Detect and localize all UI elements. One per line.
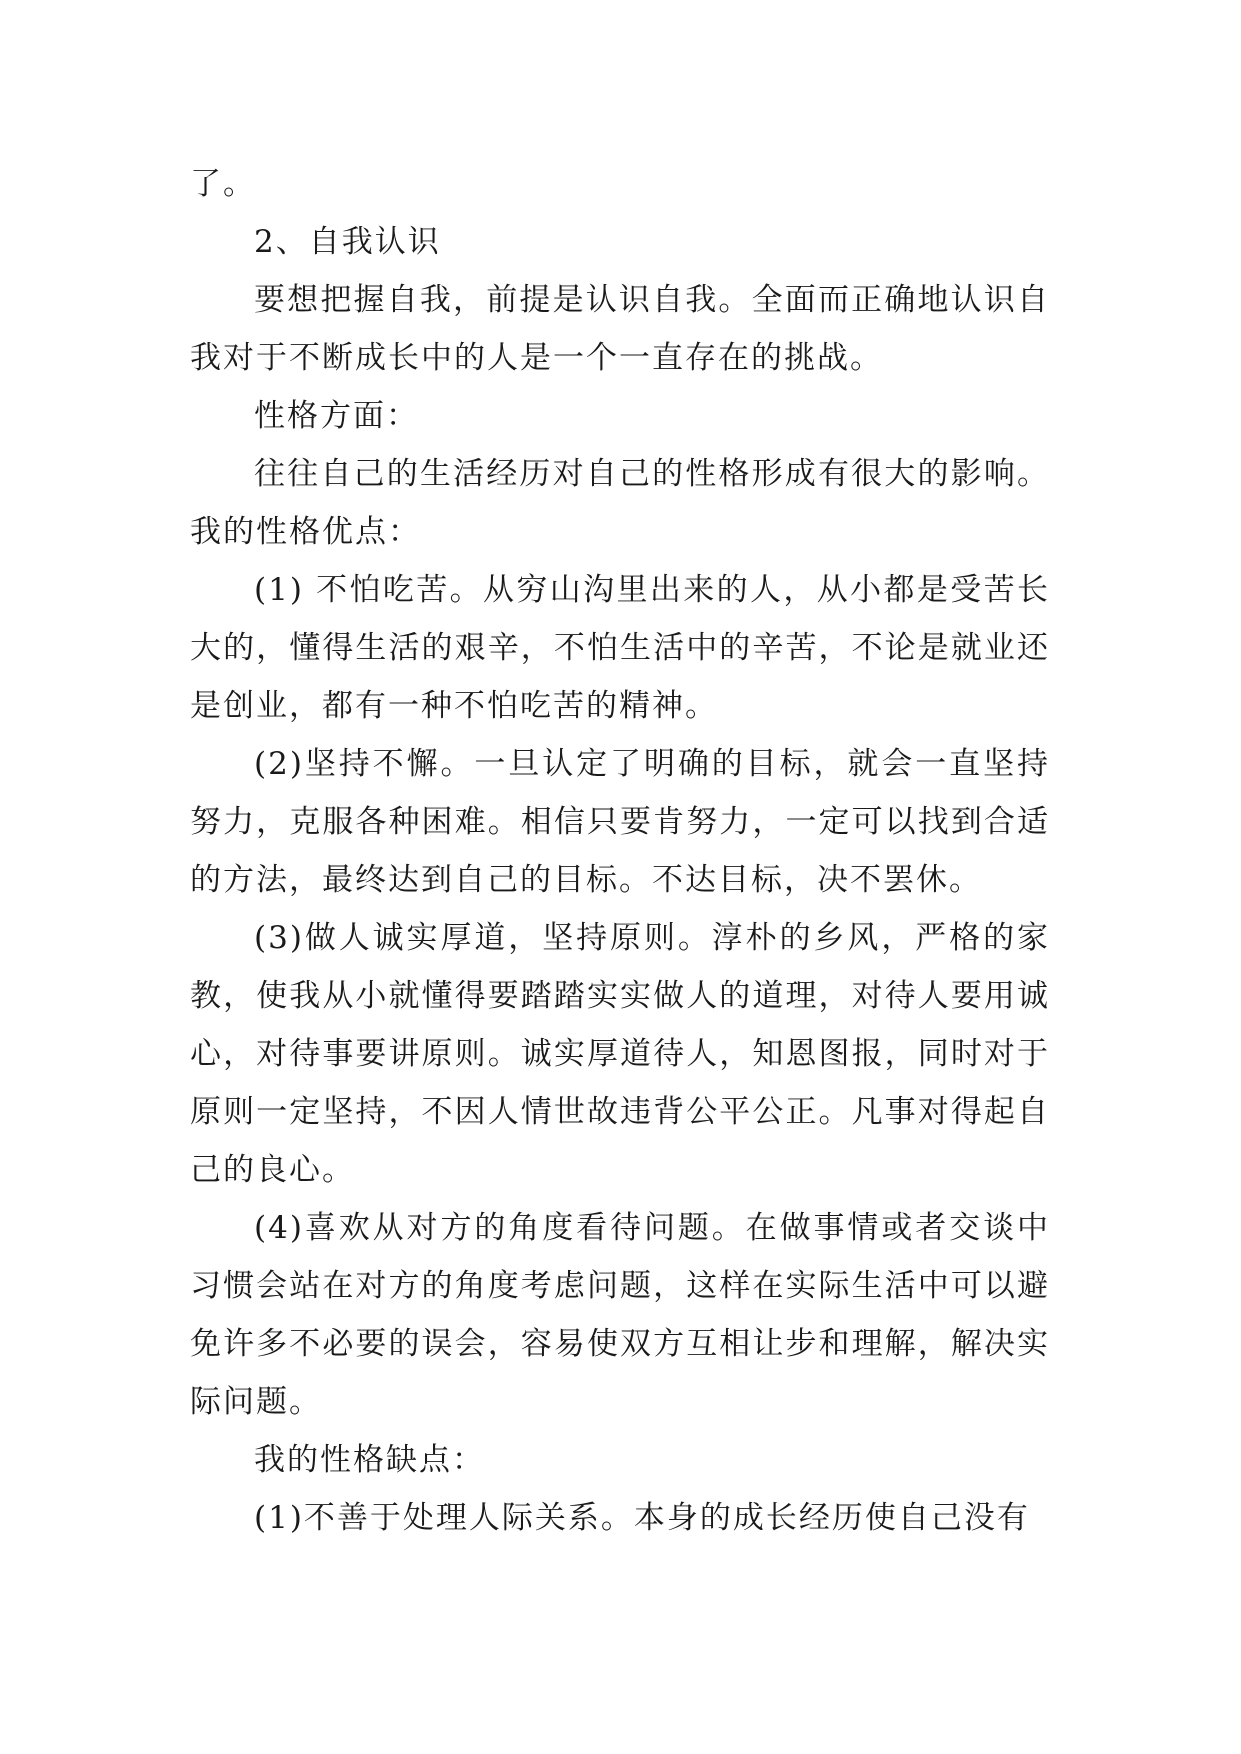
- subheading-personality: 性格方面：: [254, 398, 419, 434]
- document-body: [190, 155, 1050, 1547]
- list-item-strength-2: (2)坚持不懈。一旦认定了明确的目标，就会一直坚持努力，克服各种困难。相信只要肯努力，一定可以找到合适的方法，最终达到自己的目标。不达目标，决不罢休。: [190, 746, 1050, 898]
- list-item-strength-4: (4)喜欢从对方的角度看待问题。在做事情或者交谈中习惯会站在对方的角度考虑问题，这样在实际生活中可以避免许多不必要的误会，容易使双方互相让步和理解，解决实际问题。: [190, 1210, 1050, 1420]
- list-item-strength-3: (3)做人诚实厚道，坚持原则。淳朴的乡风，严格的家教，使我从小就懂得要踏踏实实做人的道理，对待人要用诚心，对待事要讲原则。诚实厚道待人，知恩图报，同时对于原则一定坚持，不因人情世故违背公平公正。凡事对得起自己的良心。: [190, 920, 1050, 1188]
- list-item-weakness-1: (1)不善于处理人际关系。本身的成长经历使自己没有: [254, 1500, 1030, 1536]
- paragraph-intro: 要想把握自我，前提是认识自我。全面而正确地认识自我对于不断成长中的人是一个一直存在的挑战。: [190, 282, 1050, 376]
- paragraph-personality-intro: 往往自己的生活经历对自己的性格形成有很大的影响。我的性格优点：: [190, 456, 1050, 550]
- list-item-strength-1: (1) 不怕吃苦。从穷山沟里出来的人，从小都是受苦长大的，懂得生活的艰辛，不怕生活中的辛苦，不论是就业还是创业，都有一种不怕吃苦的精神。: [190, 572, 1050, 724]
- subheading-weaknesses: 我的性格缺点：: [254, 1442, 485, 1478]
- section-heading-self-awareness: 2、自我认识: [254, 224, 441, 260]
- paragraph-continuation: 了。: [190, 166, 256, 202]
